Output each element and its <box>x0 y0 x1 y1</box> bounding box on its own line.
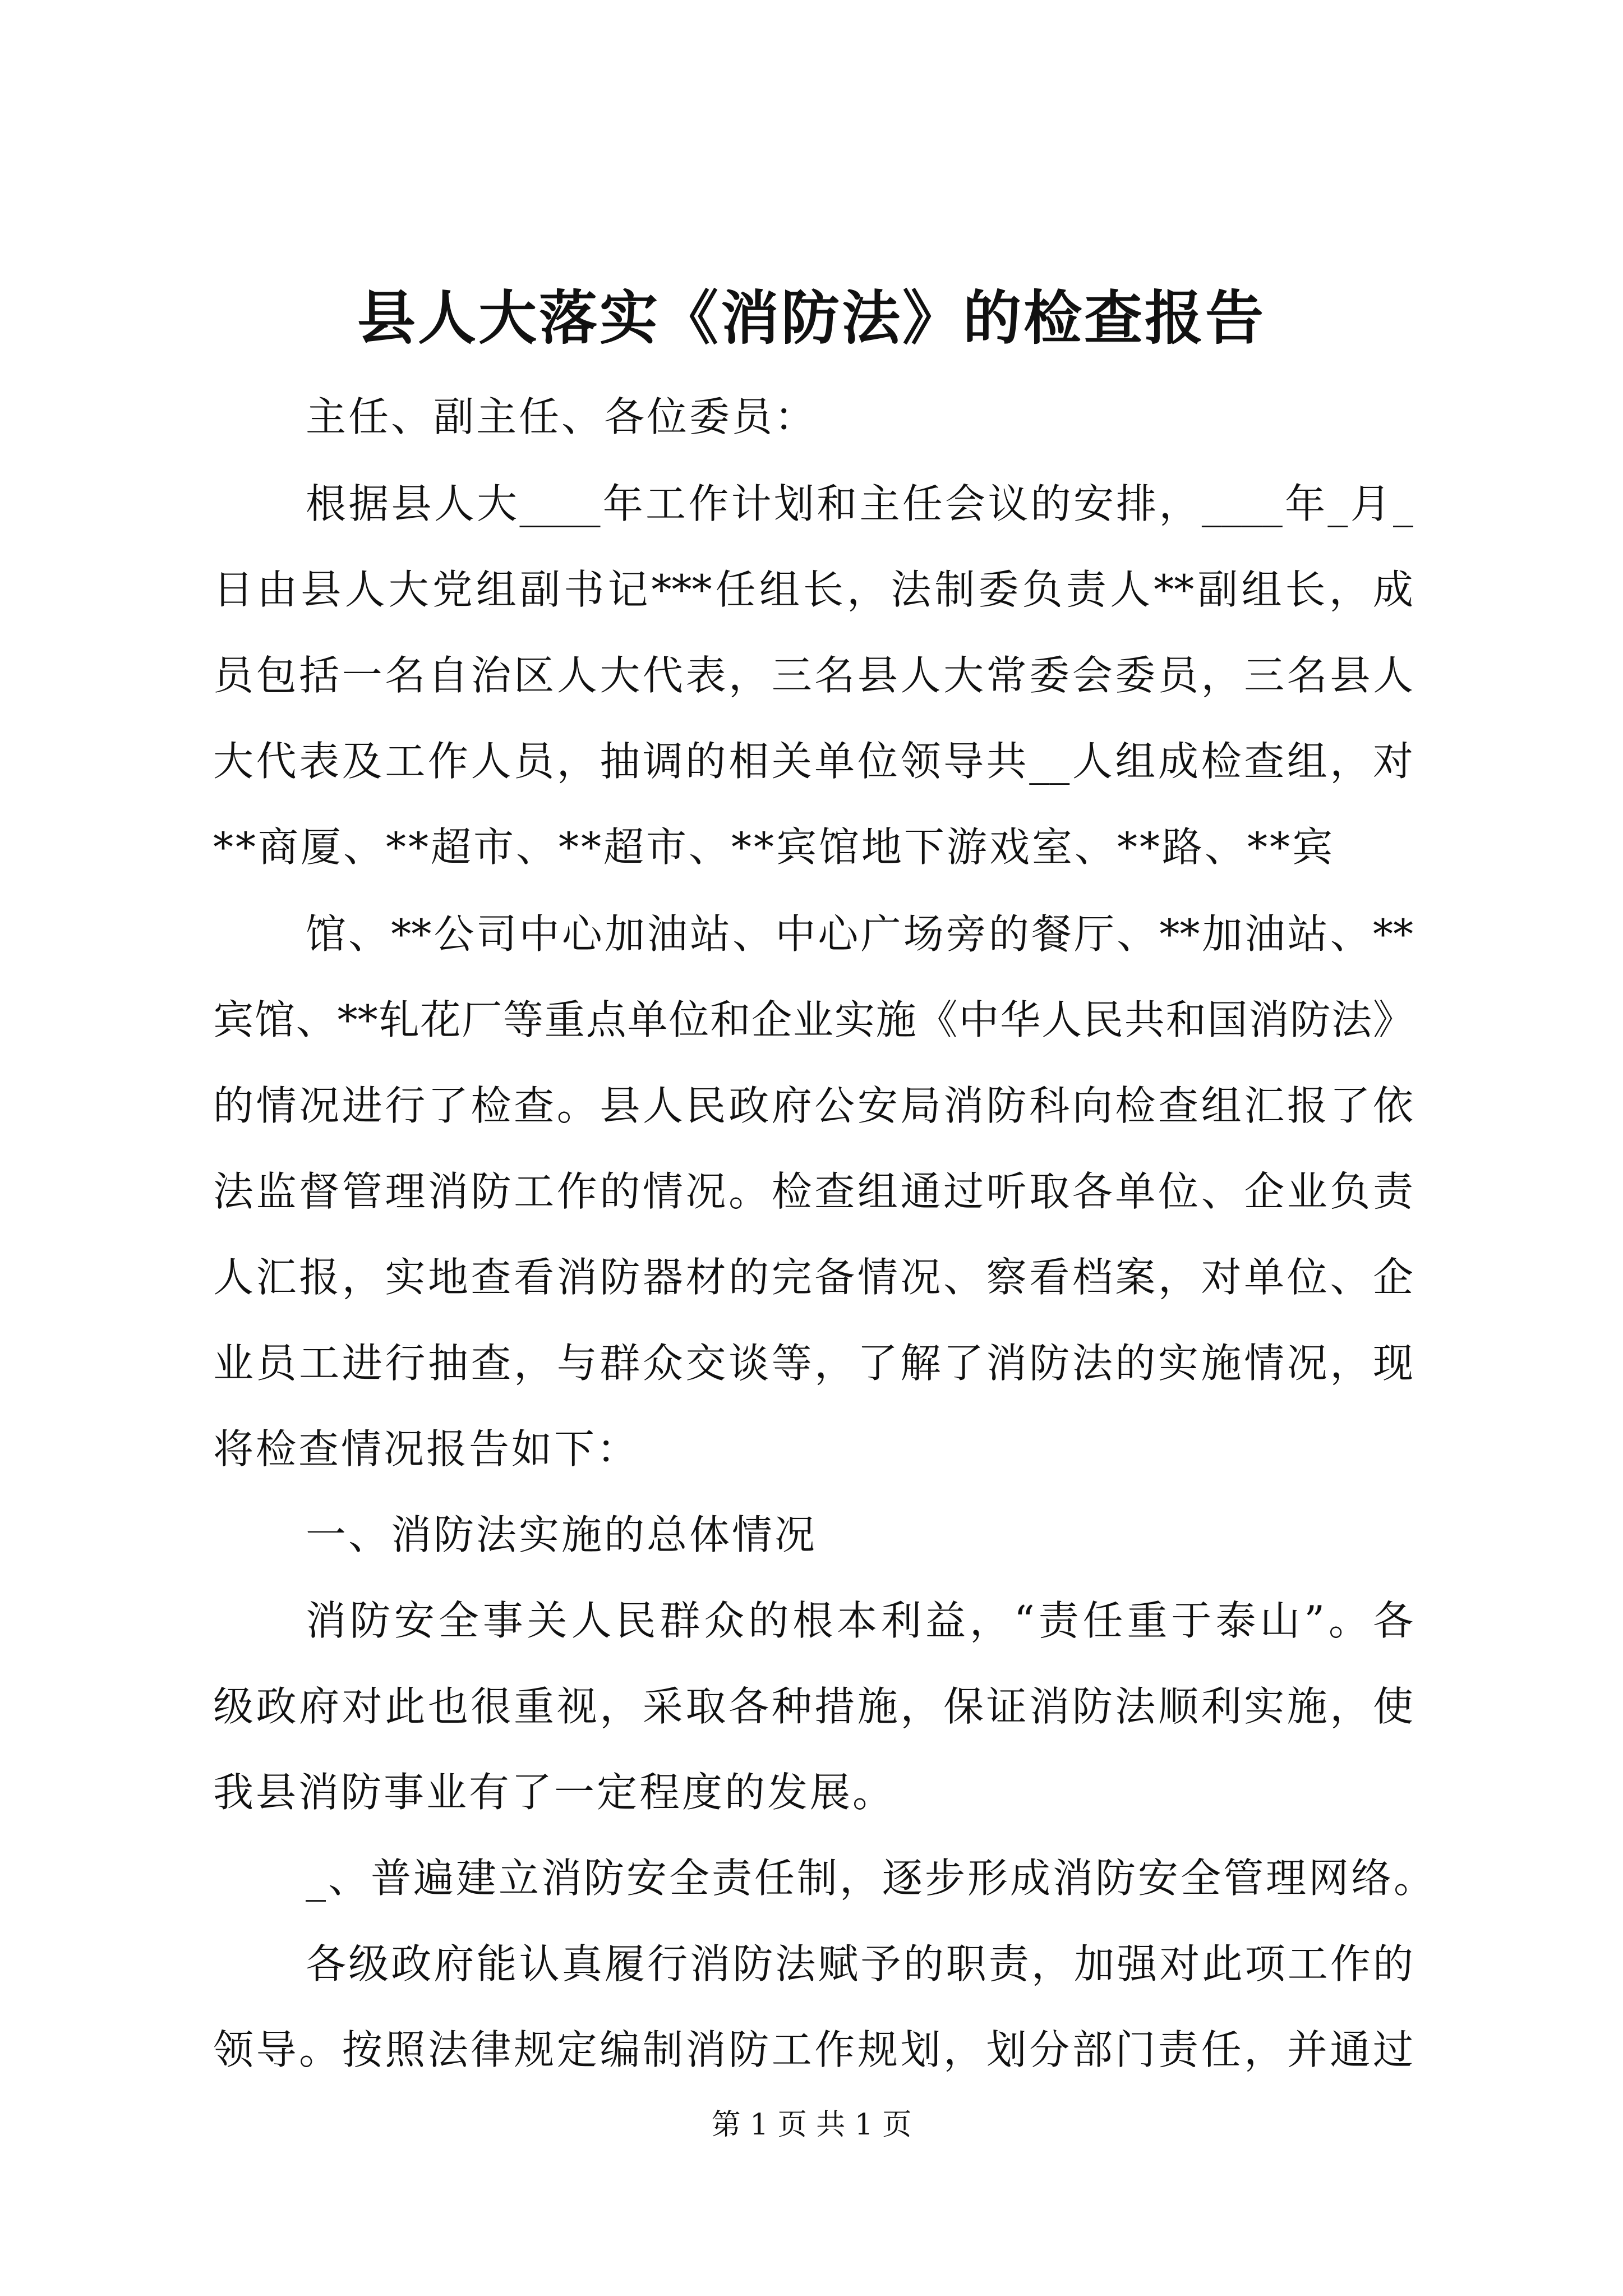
paragraph-line: 我县消防事业有了一定程度的发展。 <box>213 1769 896 1816</box>
paragraph-line: 业员工进行抽查，与群众交谈等，了解了消防法的实施情况，现 <box>213 1340 1413 1387</box>
paragraph-line: 法监督管理消防工作的情况。检查组通过听取各单位、企业负责 <box>213 1168 1413 1215</box>
page-footer: 第 1 页 共 1 页 <box>711 2108 912 2142</box>
paragraph-line: 消防安全事关人民群众的根本利益，“责任重于泰山”。各 <box>306 1597 1413 1644</box>
paragraph-line: 根据县人大____年工作计划和主任会议的安排，____年_月_ <box>306 480 1413 527</box>
paragraph-line: 大代表及工作人员，抽调的相关单位领导共__人组成检查组，对 <box>213 738 1413 785</box>
paragraph-line: 馆、**公司中心加油站、中心广场旁的餐厅、**加油站、** <box>306 910 1413 958</box>
paragraph-line: 人汇报，实地查看消防器材的完备情况、察看档案，对单位、企 <box>213 1254 1413 1301</box>
paragraph-line: 宾馆、**轧花厂等重点单位和企业实施《中华人民共和国消防法》 <box>213 996 1413 1043</box>
paragraph-line: 员包括一名自治区人大代表，三名县人大常委会委员，三名县人 <box>213 652 1413 699</box>
paragraph-line: 领导。按照法律规定编制消防工作规划，划分部门责任，并通过 <box>213 2026 1413 2073</box>
document-title: 县人大落实《消防法》的检查报告 <box>357 283 1266 352</box>
paragraph-line: 将检查情况报告如下： <box>213 1425 640 1473</box>
paragraph-line: 的情况进行了检查。县人民政府公安局消防科向检查组汇报了依 <box>213 1082 1413 1129</box>
paragraph-line: 各级政府能认真履行消防法赋予的职责，加强对此项工作的 <box>306 1940 1413 1987</box>
salutation-line: 主任、副主任、各位委员： <box>306 393 818 440</box>
paragraph-line: 日由县人大党组副书记***任组长，法制委负责人**副组长，成 <box>213 566 1413 613</box>
paragraph-line: 级政府对此也很重视，采取各种措施，保证消防法顺利实施，使 <box>213 1683 1413 1730</box>
subsection-heading: _、普遍建立消防安全责任制，逐步形成消防安全管理网络。 <box>306 1855 1437 1902</box>
section-heading: 一、消防法实施的总体情况 <box>306 1511 818 1558</box>
paragraph-line: **商厦、**超市、**超市、**宾馆地下游戏室、**路、**宾 <box>213 823 1335 871</box>
